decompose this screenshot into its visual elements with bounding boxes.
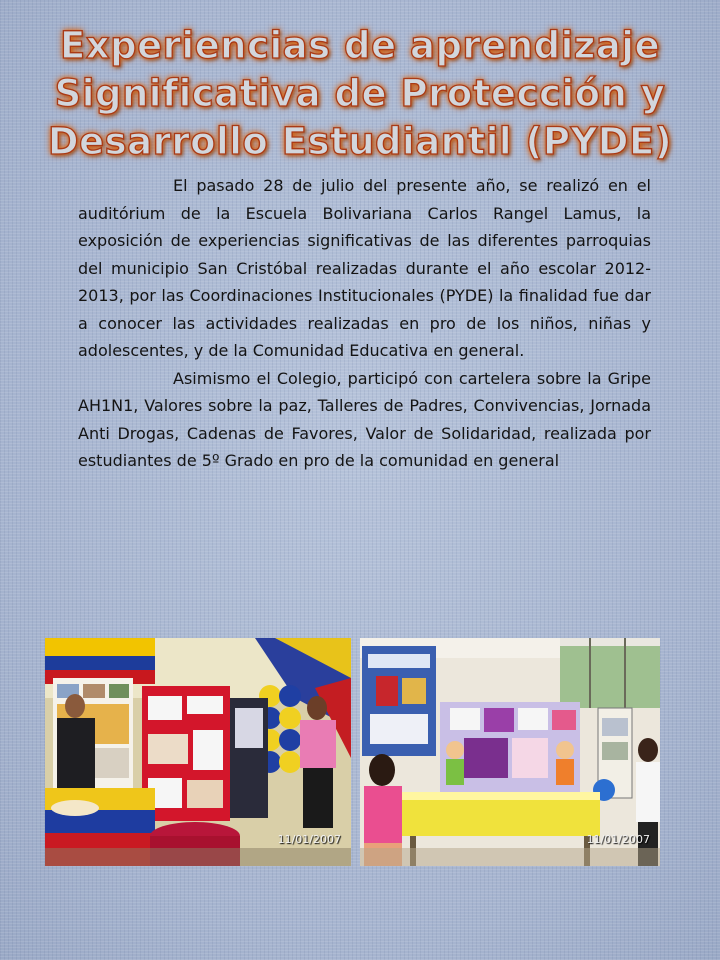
photo-left-illustration bbox=[45, 638, 351, 866]
article-body bbox=[78, 172, 651, 475]
title-line-1: Experiencias de aprendizaje bbox=[59, 24, 661, 67]
paragraph-1: El pasado 28 de julio del presente año, se realizó en el auditórium de la Escuela Bolivariana Carlos Rangel Lamus, la exposición de experiencias significativas de las diferentes parroquias del municipio San Cristóbal realizadas durante el año escolar 2012-2013, por las Coordinaciones Institucionales (PYDE) la finalidad fue dar a conocer las actividades realizadas en pro de los niños, niñas y adolescentes, y de la Comunidad Educativa en general. bbox=[78, 176, 651, 360]
paragraph-2: Asimismo el Colegio, participó con cartelera sobre la Gripe AH1N1, Valores sobre la paz, Talleres de Padres, Convivencias, Jornada Anti Drogas, Cadenas de Favores, Valor de Solidaridad, realizada por estudiantes de 5º Grado en pro de la comunidad en general bbox=[78, 368, 651, 470]
photo-exhibition-left bbox=[45, 638, 351, 866]
photo-exhibition-right bbox=[360, 638, 660, 866]
date-stamp-right: 11/01/2007 bbox=[586, 833, 650, 846]
photo-right-illustration bbox=[360, 638, 660, 866]
title-line-2: Significativa de Protección y bbox=[54, 72, 666, 115]
date-stamp-left: 11/01/2007 bbox=[277, 833, 341, 846]
title-line-3: Desarrollo Estudiantil (PYDE) bbox=[47, 120, 673, 163]
page-title bbox=[20, 22, 700, 166]
